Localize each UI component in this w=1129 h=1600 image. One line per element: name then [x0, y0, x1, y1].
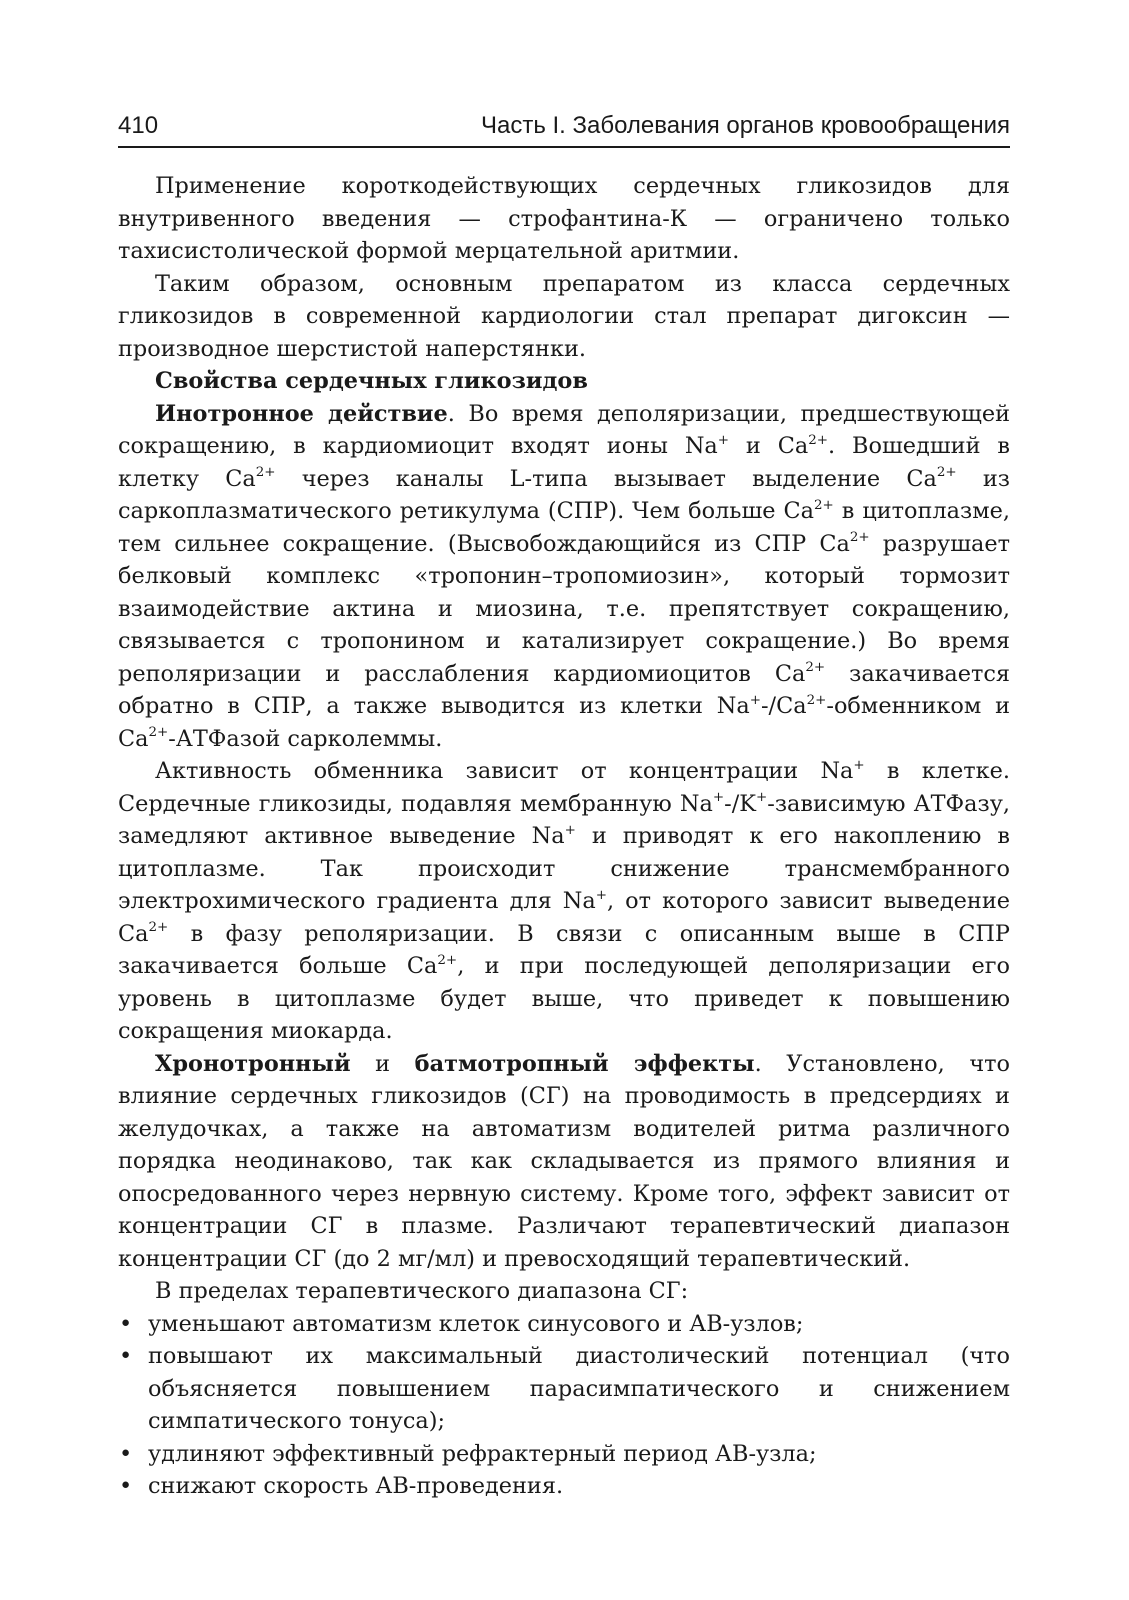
superscript: + [595, 887, 607, 903]
text-run: , от которого зависит выведение Ca [118, 888, 1010, 947]
superscript: 2+ [148, 725, 169, 741]
superscript: + [853, 757, 865, 773]
paragraph-strophanthin: Применение короткодействующих сердечных гликозидов для внутривенного введения — строфантина-К — ограничено только тахисистолической формой мерцательной аритмии. [118, 173, 1010, 264]
effects-list [118, 1308, 1010, 1503]
section-heading: Свойства сердечных гликозидов [155, 368, 588, 394]
superscript: 2+ [936, 465, 957, 481]
text-run: . Вошедший в клетку Ca [118, 433, 1010, 492]
text-run: в цитоплазме, тем сильнее сокращение. (Высвобождающийся из СПР Ca [118, 498, 1010, 557]
paragraph-exchanger [118, 755, 1010, 1048]
text-run: в фазу реполяризации. В связи с описанным выше в СПР закачивается больше Ca [118, 920, 1010, 979]
paragraph-chronotropic [118, 1048, 1010, 1276]
list-item: • удлиняют эффективный рефрактерный период АВ-узла; [118, 1438, 1010, 1471]
text-run: -/Ca [760, 693, 807, 719]
superscript: + [749, 692, 761, 708]
superscript: + [712, 790, 725, 806]
paragraph-list-intro: В пределах терапевтического диапазона СГ: [155, 1278, 689, 1304]
text-run: и Ca [729, 433, 809, 459]
text-run: и приводят к его накоплению в цитоплазме. Так происходит снижение трансмембранного электрохимического градиента для Na [118, 823, 1010, 914]
text-run: , и при последующей деполяризации его уровень в цитоплазме будет выше, что приведет к повышению сокращения миокарда. [118, 953, 1010, 1044]
superscript: 2+ [148, 920, 169, 936]
list-item: • снижают скорость АВ-проведения. [118, 1470, 1010, 1503]
paragraph-inotropic [118, 398, 1010, 756]
superscript: 2+ [813, 497, 834, 513]
superscript: 2+ [808, 432, 829, 448]
text-run: -зависимую АТФазу, замедляют активное выведение Na [118, 790, 1010, 849]
term-inotropic: Инотронное действие [155, 400, 448, 427]
text-run: . Во время деполяризации, предшествующей сокращению, в кардиомиоцит входят ионы Na [118, 400, 1011, 459]
superscript: + [564, 822, 576, 838]
text-run: -/K [724, 790, 756, 817]
list-item: • уменьшают автоматизм клеток синусового и АВ-узлов; [118, 1308, 1010, 1341]
list-item: • повышают их максимальный диастолический потенциал (что объясняется повышением парасимпатического и снижением симпатического тонуса); [118, 1340, 1010, 1438]
term-bathmotropic: батмотропный эффекты [414, 1050, 755, 1077]
paragraph-digoxin: Таким образом, основным препаратом из класса сердечных гликозидов в современной кардиологии стал препарат дигоксин — производное шерстистой наперстянки. [118, 270, 1010, 362]
text-run: . Установлено, что влияние сердечных гликозидов (СГ) на проводимость в предсердиях и желудочках, а также на автоматизм водителей ритма различного порядка неодинаково, так как складывается из прямого влияния и опосредованного через нервную систему. Кроме того, эффект зависит от концентрации СГ в плазме. Различают терапевтический диапазон концентрации СГ (до 2 мг/мл) и превосходящий терапевтический. [118, 1050, 1010, 1272]
superscript: + [717, 432, 730, 448]
page-header [118, 112, 1010, 148]
running-title: Часть I. Заболевания органов кровообращения [480, 112, 1010, 139]
text-run: в клетке. Сердечные гликозиды, подавляя мембранную Na [118, 758, 1010, 817]
superscript: 2+ [806, 692, 827, 708]
superscript: + [756, 790, 768, 806]
page-number: 410 [118, 112, 159, 139]
text-run: -обменником и Ca [118, 693, 1010, 752]
page-body [118, 170, 1010, 1503]
term-chronotropic: Хронотронный [155, 1050, 351, 1077]
superscript: 2+ [805, 660, 826, 676]
text-run: и [350, 1050, 415, 1077]
text-run: -АТФазой сарколеммы. [168, 725, 443, 752]
superscript: 2+ [255, 465, 276, 481]
text-run: разрушает белковый комплекс «тропонин–тропомиозин», который тормозит взаимодействие актина и миозина, т.е. препятствует сокращению, связывается с тропонином и катализирует сокращение.) Во время реполяризации и расслабления кардиомиоцитов Ca [118, 530, 1010, 687]
text-run: Активность обменника зависит от концентрации Na [155, 758, 854, 784]
text-run: из саркоплазматического ретикулума (СПР). Чем больше Ca [118, 465, 1010, 524]
superscript: 2+ [437, 952, 458, 968]
superscript: 2+ [849, 530, 870, 546]
text-run: закачивается обратно в СПР, а также выводится из клетки Na [118, 660, 1010, 719]
text-run: через каналы L-типа вызывает выделение Ca [275, 465, 937, 492]
